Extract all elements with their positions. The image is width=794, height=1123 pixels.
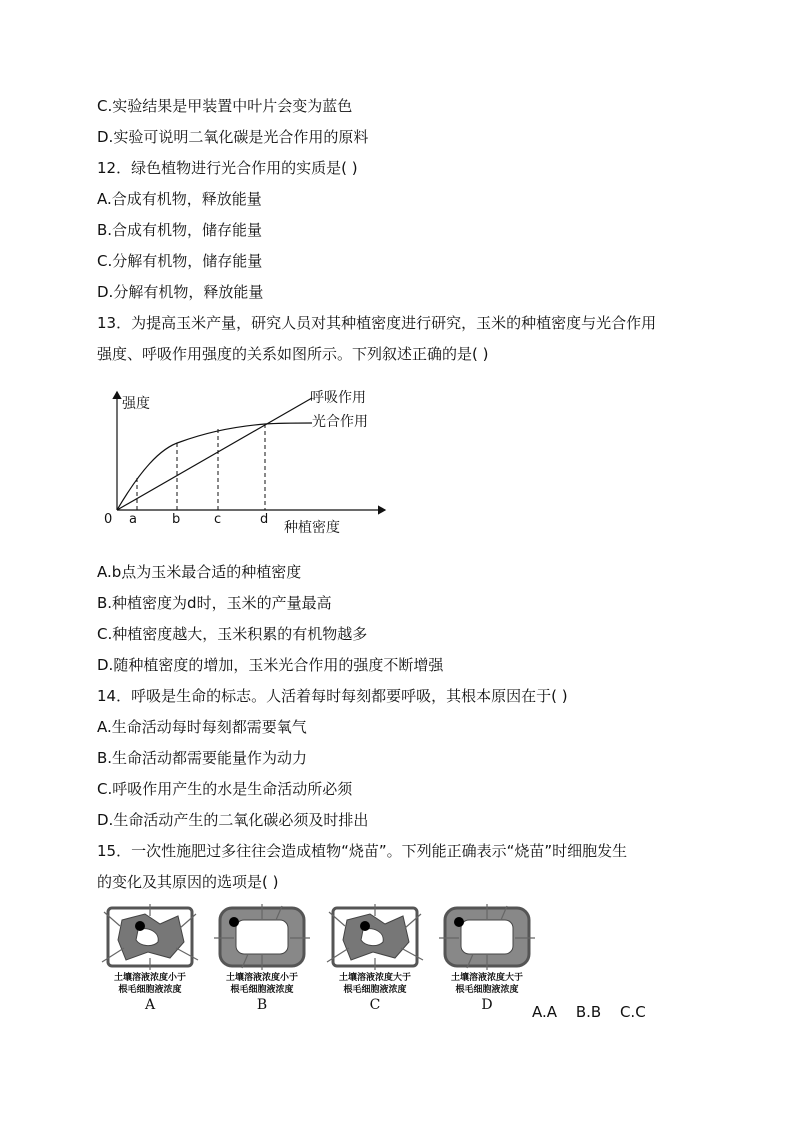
curve-label-respiration: 呼吸作用 bbox=[310, 390, 366, 406]
respiration-line bbox=[117, 398, 312, 510]
q13-stem-line1: 13．为提高玉米产量，研究人员对其种植密度进行研究，玉米的种植密度与光合作用 bbox=[97, 314, 657, 332]
cell-figure-b bbox=[212, 902, 312, 1013]
photosynthesis-curve bbox=[117, 423, 312, 510]
cell-figure-a bbox=[100, 902, 200, 1013]
q12-option-c: C.分解有机物，储存能量 bbox=[97, 252, 263, 270]
cell-letter-b: B bbox=[256, 997, 268, 1013]
cell-caption-d-line2: 根毛细胞液浓度 bbox=[455, 985, 519, 995]
q15-stem-line1: 15．一次性施肥过多往往会造成植物“烧苗”。下列能正确表示“烧苗”时细胞发生 bbox=[97, 842, 628, 860]
cell-caption-c-line1: 土壤溶液浓度大于 bbox=[338, 973, 411, 983]
q12-option-a: A.合成有机物，释放能量 bbox=[97, 190, 262, 208]
tick-c: c bbox=[214, 512, 222, 527]
cell-letter-c: C bbox=[369, 997, 381, 1013]
q11-option-d: D.实验可说明二氧化碳是光合作用的原料 bbox=[97, 128, 369, 146]
q13-option-c: C.种植密度越大，玉米积累的有机物越多 bbox=[97, 625, 368, 643]
q14-option-b: B.生命活动都需要能量作为动力 bbox=[97, 749, 308, 767]
q14-option-d: D.生命活动产生的二氧化碳必须及时排出 bbox=[97, 811, 369, 829]
x-axis-label: 种植密度 bbox=[284, 520, 340, 536]
q15-stem-line2: 的变化及其原因的选项是( ) bbox=[97, 873, 279, 891]
cell-caption-b-line2: 根毛细胞液浓度 bbox=[230, 985, 294, 995]
q13-option-b: B.种植密度为d时，玉米的产量最高 bbox=[97, 594, 332, 612]
q13-density-graph bbox=[100, 386, 390, 546]
cell-figure-d bbox=[437, 902, 537, 1013]
cell-diagram-c bbox=[325, 902, 425, 972]
q13-stem-line2: 强度、呼吸作用强度的关系如图所示。下列叙述正确的是( ) bbox=[97, 345, 489, 363]
q15-options bbox=[532, 1003, 660, 1021]
cell-diagram-a bbox=[100, 902, 200, 972]
tick-a: a bbox=[129, 512, 137, 527]
origin-label: 0 bbox=[104, 512, 113, 527]
cell-diagram-b bbox=[212, 902, 312, 972]
cell-diagram-d bbox=[437, 902, 537, 972]
cell-letter-a: A bbox=[144, 997, 156, 1013]
cell-caption-a-line2: 根毛细胞液浓度 bbox=[118, 985, 182, 995]
q14-stem: 14．呼吸是生命的标志。人活着每时每刻都要呼吸，其根本原因在于( ) bbox=[97, 687, 568, 705]
q12-option-b: B.合成有机物，储存能量 bbox=[97, 221, 263, 239]
q12-option-d: D.分解有机物，释放能量 bbox=[97, 283, 264, 301]
cell-letter-d: D bbox=[481, 997, 493, 1013]
q13-option-a: A.b点为玉米最合适的种植密度 bbox=[97, 563, 302, 581]
q14-option-a: A.生命活动每时每刻都需要氧气 bbox=[97, 718, 307, 736]
q15-option-b: B.B bbox=[575, 1003, 602, 1021]
q12-stem: 12．绿色植物进行光合作用的实质是( ) bbox=[97, 159, 358, 177]
cell-figure-c bbox=[325, 902, 425, 1013]
cell-caption-b-line1: 土壤溶液浓度小于 bbox=[225, 973, 298, 983]
q14-option-c: C.呼吸作用产生的水是生命活动所必须 bbox=[97, 780, 353, 798]
q13-option-d: D.随种植密度的增加，玉米光合作用的强度不断增强 bbox=[97, 656, 444, 674]
tick-d: d bbox=[260, 512, 269, 527]
q15-option-a: A.A bbox=[532, 1003, 558, 1021]
q11-option-c: C.实验结果是甲装置中叶片会变为蓝色 bbox=[97, 97, 353, 115]
cell-caption-c-line2: 根毛细胞液浓度 bbox=[343, 985, 407, 995]
cell-caption-a-line1: 土壤溶液浓度小于 bbox=[113, 973, 186, 983]
q15-option-c: C.C bbox=[619, 1003, 646, 1021]
y-axis-label: 强度 bbox=[122, 396, 150, 412]
curve-label-photosynthesis: 光合作用 bbox=[312, 414, 368, 430]
tick-b: b bbox=[172, 512, 181, 527]
cell-caption-d-line1: 土壤溶液浓度大于 bbox=[450, 973, 523, 983]
